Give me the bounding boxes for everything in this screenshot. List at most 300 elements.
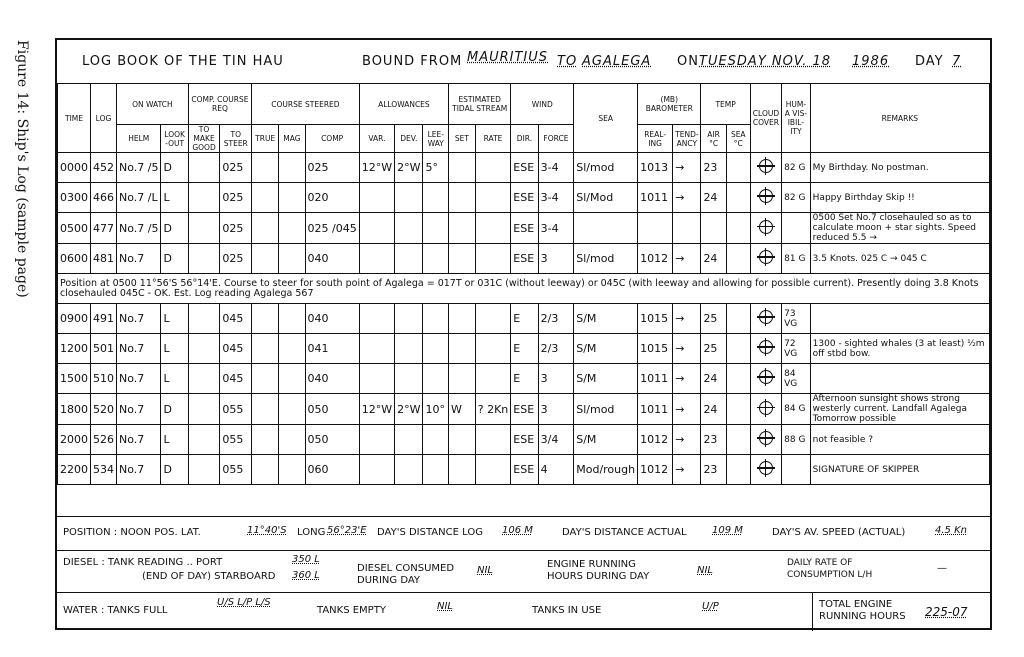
diesel-consumed: NIL [477, 565, 494, 576]
days-distance-actual-label: DAY'S DISTANCE ACTUAL [562, 527, 687, 538]
day-number: 7 [952, 54, 962, 69]
col-wind-dir: DIR. [511, 125, 538, 153]
cell-to_steer: 045 [220, 304, 252, 334]
cell-dir: E [511, 304, 538, 334]
col-wind-force: FORCE [538, 125, 574, 153]
cell-set [449, 183, 476, 213]
cell-remarks: My Birthday. No postman. [810, 153, 989, 183]
empty-cell [279, 304, 305, 334]
cell-sea: Sl/mod [574, 394, 638, 425]
col-comp-course: COMP. COURSE REQ [188, 84, 251, 125]
cloud-cover-cell [750, 364, 781, 394]
log-row [58, 455, 990, 485]
total-engine-hours: 225-07 [925, 605, 968, 619]
log-year: 1986 [852, 54, 890, 69]
cell-helm: No.7 [117, 244, 161, 274]
empty-cell [726, 304, 750, 334]
daily-rate-label: DAILY RATE OF CONSUMPTION L/H [787, 558, 873, 580]
empty-cell [188, 183, 220, 213]
col-helm: HELM [117, 125, 161, 153]
col-course-steered: COURSE STEERED [252, 84, 360, 125]
cloud-cover-icon [759, 431, 773, 445]
cell-time: 0500 [58, 213, 91, 244]
log-header [57, 40, 990, 84]
end-of-day-label: (END OF DAY) STARBOARD [142, 571, 276, 582]
empty-cell [279, 425, 305, 455]
cloud-cover-cell [750, 304, 781, 334]
cell-rate [475, 244, 511, 274]
tanks-full: U/S L/P L/S [217, 597, 271, 608]
diesel-consumed-label: DIESEL CONSUMED DURING DAY [357, 563, 455, 586]
tanks-empty-label: TANKS EMPTY [317, 605, 386, 616]
cell-dev [395, 334, 423, 364]
col-lookout: LOOK -OUT [161, 125, 188, 153]
cell-helm: No.7 /L [117, 183, 161, 213]
cell-remarks [810, 364, 989, 394]
cell-to_steer: 025 [220, 183, 252, 213]
cell-air: 24 [701, 394, 726, 425]
cell-sea: S/M [574, 334, 638, 364]
log-row [58, 425, 990, 455]
cell-log: 466 [91, 183, 117, 213]
cell-rate [475, 425, 511, 455]
cell-remarks [810, 304, 989, 334]
empty-cell [279, 455, 305, 485]
cell-comp: 020 [305, 183, 359, 213]
cell-leeway: 5° [423, 153, 449, 183]
cloud-cover-icon [759, 189, 773, 203]
port-tank-reading: 350 L [292, 554, 320, 565]
cell-log: 520 [91, 394, 117, 425]
empty-cell [252, 183, 279, 213]
empty-cell [726, 394, 750, 425]
cell-force: 4 [538, 455, 574, 485]
empty-cell [188, 394, 220, 425]
empty-cell [726, 334, 750, 364]
col-cloud-cover: CLOUD COVER [750, 84, 781, 153]
cloud-cover-icon [759, 370, 773, 384]
cell-baro: 1011 [638, 364, 673, 394]
cell-air: 23 [701, 455, 726, 485]
cell-log: 452 [91, 153, 117, 183]
cell-remarks: 1300 - sighted whales (3 at least) ½m off stbd bow. [810, 334, 989, 364]
cell-baro: 1013 [638, 153, 673, 183]
cloud-cover-icon [759, 461, 773, 475]
cell-tend: → [673, 334, 701, 364]
log-row [58, 304, 990, 334]
cell-sea: S/M [574, 304, 638, 334]
cell-rate [475, 455, 511, 485]
cloud-cover-cell [750, 455, 781, 485]
cell-lookout: D [161, 244, 188, 274]
col-to-steer: TO STEER [220, 125, 252, 153]
cell-air: 23 [701, 153, 726, 183]
log-row [58, 183, 990, 213]
cell-vis: 82 G [782, 153, 811, 183]
cell-time: 2000 [58, 425, 91, 455]
cell-comp: 025 /045 [305, 213, 359, 244]
cell-helm: No.7 [117, 394, 161, 425]
cell-leeway [423, 304, 449, 334]
total-engine-hours-label: TOTAL ENGINE RUNNING HOURS [819, 599, 906, 622]
cell-rate [475, 183, 511, 213]
cloud-cover-cell [750, 425, 781, 455]
tanks-in-use-label: TANKS IN USE [532, 605, 602, 616]
log-table [57, 83, 990, 485]
empty-cell [726, 455, 750, 485]
empty-cell [188, 334, 220, 364]
cell-helm: No.7 /5 [117, 213, 161, 244]
col-allowances: ALLOWANCES [359, 84, 448, 125]
cell-log: 526 [91, 425, 117, 455]
cell-rate: ? 2Kn [475, 394, 511, 425]
cell-baro: 1011 [638, 394, 673, 425]
cell-vis: 81 G [782, 244, 811, 274]
cell-log: 501 [91, 334, 117, 364]
cell-vis: 88 G [782, 425, 811, 455]
cell-helm: No.7 [117, 334, 161, 364]
col-dev: DEV. [395, 125, 423, 153]
empty-cell [252, 244, 279, 274]
cell-air: 24 [701, 244, 726, 274]
cell-tend [673, 213, 701, 244]
cell-comp: 040 [305, 244, 359, 274]
col-to-make-good: TO MAKE GOOD [188, 125, 220, 153]
cell-comp: 040 [305, 364, 359, 394]
cell-force: 3 [538, 364, 574, 394]
cell-to_steer: 025 [220, 213, 252, 244]
cell-leeway [423, 244, 449, 274]
col-mag: MAG [279, 125, 305, 153]
diesel-footer [57, 550, 990, 593]
cell-time: 0600 [58, 244, 91, 274]
cell-dir: ESE [511, 244, 538, 274]
cell-air: 25 [701, 304, 726, 334]
cell-comp: 050 [305, 425, 359, 455]
cell-tend: → [673, 244, 701, 274]
cell-vis: 84 VG [782, 364, 811, 394]
cell-var [359, 425, 394, 455]
col-var: VAR. [359, 125, 394, 153]
water-footer [57, 592, 990, 631]
col-wind: WIND [511, 84, 574, 125]
empty-cell [726, 183, 750, 213]
col-set: SET [449, 125, 476, 153]
cell-var [359, 244, 394, 274]
cell-helm: No.7 [117, 304, 161, 334]
cell-leeway [423, 425, 449, 455]
tanks-in-use: U/P [702, 601, 719, 612]
cell-air: 24 [701, 364, 726, 394]
cell-remarks: 0500 Set No.7 closehauled so as to calculate moon + star sights. Speed reduced 5.5 → [810, 213, 989, 244]
cell-lookout: D [161, 213, 188, 244]
empty-cell [252, 455, 279, 485]
col-sea: SEA [574, 84, 638, 153]
cell-comp: 041 [305, 334, 359, 364]
cell-tend: → [673, 153, 701, 183]
cell-sea [574, 213, 638, 244]
cell-log: 481 [91, 244, 117, 274]
tanks-empty: NIL [437, 601, 454, 612]
cell-remarks: SIGNATURE OF SKIPPER [810, 455, 989, 485]
cell-lookout: L [161, 364, 188, 394]
cell-rate [475, 304, 511, 334]
col-barometer: (MB) BAROMETER [638, 84, 701, 125]
position-footer [57, 516, 990, 551]
cell-leeway: 10° [423, 394, 449, 425]
cell-force: 2/3 [538, 334, 574, 364]
cell-time: 1800 [58, 394, 91, 425]
col-baro-tendency: TEND-ANCY [673, 125, 701, 153]
col-baro-reading: REAL-ING [638, 125, 673, 153]
engine-hours-label: ENGINE RUNNING HOURS DURING DAY [547, 559, 650, 582]
empty-cell [252, 304, 279, 334]
cell-set [449, 153, 476, 183]
days-distance-log: 106 M [502, 525, 533, 536]
cell-time: 2200 [58, 455, 91, 485]
empty-cell [188, 364, 220, 394]
cell-tend: → [673, 425, 701, 455]
empty-cell [188, 153, 220, 183]
cell-lookout: L [161, 334, 188, 364]
cell-force: 2/3 [538, 304, 574, 334]
cell-comp: 025 [305, 153, 359, 183]
log-row [58, 244, 990, 274]
engine-hours: NIL [697, 565, 714, 576]
cell-dev: 2°W [395, 153, 423, 183]
cell-remarks: Afternoon sunsight shows strong westerly current. Landfall Agalega Tomorrow possible [810, 394, 989, 425]
col-sea-temp: SEA °C [726, 125, 750, 153]
water-label: WATER : TANKS FULL [63, 605, 168, 616]
cell-tend: → [673, 304, 701, 334]
cell-var: 12°W [359, 153, 394, 183]
cell-leeway [423, 455, 449, 485]
col-leeway: LEE-WAY [423, 125, 449, 153]
position-note: Position at 0500 11°56'S 56°14'E. Course to steer for south point of Agalega = 017T or 031C (without leeway) or 045C (with leeway and allowing for possible current). Presently doing 3.8 Knots closehauled 045C - OK. Est. Log reading Agalega 567 [58, 274, 990, 304]
days-distance-log-label: DAY'S DISTANCE LOG [377, 527, 483, 538]
empty-cell [188, 304, 220, 334]
cell-force: 3 [538, 394, 574, 425]
cell-to_steer: 025 [220, 153, 252, 183]
daily-rate: — [937, 563, 947, 574]
empty-cell [188, 244, 220, 274]
cell-dir: E [511, 334, 538, 364]
long-label: LONG [297, 527, 326, 538]
diesel-label: DIESEL : TANK READING .. PORT [63, 557, 223, 568]
cell-vis: 73 VG [782, 304, 811, 334]
cell-air: 25 [701, 334, 726, 364]
col-comp: COMP [305, 125, 359, 153]
cell-log: 491 [91, 304, 117, 334]
log-row [58, 153, 990, 183]
cell-set [449, 244, 476, 274]
empty-cell [279, 334, 305, 364]
on-label: ON [677, 54, 699, 69]
cell-var [359, 364, 394, 394]
cloud-cover-icon [759, 250, 773, 264]
cell-remarks: Happy Birthday Skip !! [810, 183, 989, 213]
cell-dev [395, 364, 423, 394]
cell-force: 3 [538, 244, 574, 274]
cloud-cover-icon [759, 310, 773, 324]
col-on-watch: ON WATCH [117, 84, 189, 125]
cell-sea: Sl/mod [574, 153, 638, 183]
empty-cell [279, 213, 305, 244]
cell-dev: 2°W [395, 394, 423, 425]
cell-set [449, 334, 476, 364]
cloud-cover-cell [750, 394, 781, 425]
cell-baro [638, 213, 673, 244]
cell-set: W [449, 394, 476, 425]
cell-set [449, 364, 476, 394]
cell-lookout: L [161, 304, 188, 334]
cell-tend: → [673, 394, 701, 425]
cell-baro: 1012 [638, 425, 673, 455]
days-distance-actual: 109 M [712, 525, 743, 536]
log-sheet [55, 38, 992, 630]
cloud-cover-cell [750, 153, 781, 183]
empty-cell [726, 153, 750, 183]
cell-dev [395, 244, 423, 274]
col-temp: TEMP [701, 84, 750, 125]
cell-dev [395, 183, 423, 213]
cell-var: 12°W [359, 394, 394, 425]
cell-var [359, 455, 394, 485]
cell-baro: 1011 [638, 183, 673, 213]
cell-leeway [423, 183, 449, 213]
empty-cell [188, 455, 220, 485]
log-row [58, 334, 990, 364]
cell-air [701, 213, 726, 244]
bound-from-label: BOUND FROM [362, 54, 463, 69]
cell-air: 23 [701, 425, 726, 455]
empty-cell [252, 213, 279, 244]
from-port: MAURITIUS [467, 50, 549, 65]
cell-vis: 72 VG [782, 334, 811, 364]
cell-lookout: D [161, 394, 188, 425]
empty-cell [279, 244, 305, 274]
empty-cell [252, 394, 279, 425]
cell-to_steer: 055 [220, 425, 252, 455]
empty-cell [726, 213, 750, 244]
to-port: AGALEGA [582, 54, 652, 69]
cell-comp: 050 [305, 394, 359, 425]
cell-vis [782, 455, 811, 485]
noon-lat: 11°40'S [247, 525, 287, 536]
cloud-cover-cell [750, 213, 781, 244]
position-label: POSITION : NOON POS. LAT. [63, 527, 201, 538]
cell-sea: Mod/rough [574, 455, 638, 485]
cell-sea: S/M [574, 364, 638, 394]
cell-helm: No.7 [117, 425, 161, 455]
cell-comp: 060 [305, 455, 359, 485]
cell-log: 534 [91, 455, 117, 485]
col-time: TIME [58, 84, 91, 153]
cell-baro: 1012 [638, 244, 673, 274]
log-date: TUESDAY NOV. 18 [699, 54, 832, 69]
cell-to_steer: 025 [220, 244, 252, 274]
cell-leeway [423, 334, 449, 364]
cloud-cover-icon [759, 340, 773, 354]
cell-remarks: 3.5 Knots. 025 C → 045 C [810, 244, 989, 274]
cell-dir: ESE [511, 183, 538, 213]
cell-vis: 82 G [782, 183, 811, 213]
empty-cell [726, 364, 750, 394]
cell-force: 3-4 [538, 183, 574, 213]
log-note-row [58, 274, 990, 304]
col-rate: RATE [475, 125, 511, 153]
to-port-label: TO [557, 54, 578, 69]
cell-to_steer: 055 [220, 455, 252, 485]
cell-baro: 1012 [638, 455, 673, 485]
empty-cell [279, 394, 305, 425]
figure-caption: Figure 14: Ship's Log (sample page) [14, 40, 30, 298]
cell-tend: → [673, 455, 701, 485]
empty-cell [252, 153, 279, 183]
cell-rate [475, 364, 511, 394]
empty-cell [252, 425, 279, 455]
cell-vis: 84 G [782, 394, 811, 425]
cloud-cover-icon [759, 159, 773, 173]
cell-vis [782, 213, 811, 244]
cell-log: 477 [91, 213, 117, 244]
cell-to_steer: 055 [220, 394, 252, 425]
col-true: TRUE [252, 125, 279, 153]
cell-dev [395, 213, 423, 244]
cell-helm: No.7 [117, 364, 161, 394]
cell-sea: Sl/Mod [574, 183, 638, 213]
cell-sea: Sl/mod [574, 244, 638, 274]
col-tidal-stream: ESTIMATED TIDAL STREAM [449, 84, 511, 125]
cell-force: 3-4 [538, 213, 574, 244]
cell-var [359, 334, 394, 364]
cloud-cover-icon [759, 220, 773, 234]
cell-to_steer: 045 [220, 334, 252, 364]
cell-time: 0000 [58, 153, 91, 183]
cloud-cover-icon [759, 401, 773, 415]
log-title: LOG BOOK OF THE TIN HAU [82, 54, 284, 69]
empty-cell [279, 364, 305, 394]
cell-lookout: D [161, 455, 188, 485]
cell-remarks: not feasible ? [810, 425, 989, 455]
col-air-temp: AIR °C [701, 125, 726, 153]
cell-to_steer: 045 [220, 364, 252, 394]
cell-lookout: L [161, 425, 188, 455]
cell-dir: E [511, 364, 538, 394]
log-row [58, 394, 990, 425]
log-row [58, 213, 990, 244]
cell-baro: 1015 [638, 334, 673, 364]
empty-cell [279, 183, 305, 213]
cell-force: 3-4 [538, 153, 574, 183]
cell-lookout: D [161, 153, 188, 183]
cloud-cover-cell [750, 244, 781, 274]
col-remarks: REMARKS [810, 84, 989, 153]
cell-helm: No.7 [117, 455, 161, 485]
cell-rate [475, 153, 511, 183]
cell-set [449, 304, 476, 334]
noon-long: 56°23'E [327, 525, 367, 536]
cell-lookout: L [161, 183, 188, 213]
cell-rate [475, 334, 511, 364]
cell-var [359, 304, 394, 334]
cell-set [449, 425, 476, 455]
avg-speed: 4.5 Kn [935, 525, 967, 536]
cloud-cover-cell [750, 183, 781, 213]
empty-cell [726, 244, 750, 274]
cell-dir: ESE [511, 394, 538, 425]
col-log: LOG [91, 84, 117, 153]
